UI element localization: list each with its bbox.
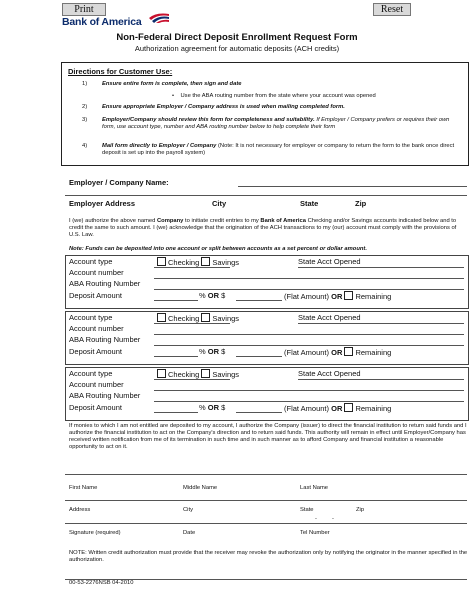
item-number: 4) [82,143,88,149]
checking-checkbox[interactable] [157,257,166,266]
employer-zip-label: Zip [355,199,367,208]
customer-info-table [65,474,467,580]
state-opened-field[interactable] [298,323,464,324]
account-number-label: Account number [69,324,124,333]
direction-item-1-bullet [172,93,376,100]
employer-city-label: City [212,199,227,208]
account-number-field[interactable] [154,278,464,279]
middle-name-label: Middle Name [183,485,218,491]
flag-logo-icon [148,12,170,23]
aba-routing-field[interactable] [154,401,464,402]
employer-name-field[interactable] [238,186,467,187]
remaining-checkbox[interactable] [344,347,353,356]
directions-box [61,62,469,166]
direction-item-1: Ensure entire form is complete, then sign and date [102,81,242,87]
item-number: 2) [82,104,88,110]
aba-routing-label: ABA Routing Number [69,391,141,400]
deposit-amount-label: Deposit Amount [69,291,122,300]
account-type-field[interactable] [154,379,230,380]
date-label: Date [183,530,196,536]
tel-dash-2: - [332,516,334,522]
deposit-amount-label: Deposit Amount [69,347,122,356]
direction-item-3-bold: Employer/Company should review this form for completeness and suitability. [102,117,315,123]
flat-amount-label: (Flat Amount) OR Remaining [284,292,392,301]
dollar-field[interactable] [236,412,282,413]
employer-address-field[interactable] [65,195,467,196]
authorization-text: I (we) authorize the above named Company to initiate credit entries to my Bank of America Checking and/or Savings accounts indicated below and to credit the same to such amount. I (we) acknowledge that the origination of the ACH transactions to my (our) account must comply with the provisions of U.S. Law. [69,218,457,238]
percent-or-dollar: % OR $ [199,291,226,300]
address-row-field[interactable] [65,523,467,524]
checking-checkbox[interactable] [157,313,166,322]
bullet-text: Use the ABA routing number from the state where your account was opened [180,93,376,99]
flat-amount-label: (Flat Amount) OR Remaining [284,404,392,413]
account-type-options: Checking Savings [157,257,239,267]
city-label: City [183,507,193,513]
tel-number-label: Tel Number [300,530,330,536]
percent-field[interactable] [154,412,198,413]
percent-field[interactable] [154,300,198,301]
item-number: 1) [82,81,88,87]
account-number-field[interactable] [154,334,464,335]
checking-checkbox[interactable] [157,369,166,378]
account-type-field[interactable] [154,323,230,324]
account-number-label: Account number [69,380,124,389]
zip-label: Zip [356,507,365,513]
employer-state-label: State [300,199,319,208]
funds-note: Note: Funds can be deposited into one account or split between accounts as a set percent or dollar amount. [69,246,367,252]
account-number-field[interactable] [154,390,464,391]
directions-heading: Directions for Customer Use: [68,67,173,76]
account-type-options: Checking Savings [157,313,239,323]
savings-checkbox[interactable] [201,369,210,378]
state-opened-label: State Acct Opened [298,369,361,378]
tel-dash-1: - [315,516,317,522]
direction-item-2: Ensure appropriate Employer / Company address is used when mailing completed form. [102,104,345,110]
account-block-2 [65,311,469,365]
aba-routing-label: ABA Routing Number [69,335,141,344]
dollar-field[interactable] [236,356,282,357]
flat-amount-label: (Flat Amount) OR Remaining [284,348,392,357]
last-name-label: Last Name [300,485,329,491]
account-type-label: Account type [69,257,113,266]
account-type-label: Account type [69,369,113,378]
remaining-checkbox[interactable] [344,403,353,412]
account-type-field[interactable] [154,267,230,268]
direction-item-4-bold: Mail form directly to Employer / Company [102,143,217,149]
dollar-field[interactable] [236,300,282,301]
state-opened-label: State Acct Opened [298,313,361,322]
first-name-label: First Name [69,485,98,491]
page-subtitle: Authorization agreement for automatic deposits (ACH credits) [134,44,340,53]
item-number: 3) [82,117,88,123]
aba-routing-field[interactable] [154,345,464,346]
page-title: Non-Federal Direct Deposit Enrollment Request Form [116,32,358,43]
deposit-amount-label: Deposit Amount [69,403,122,412]
name-row-field[interactable] [65,500,467,501]
bullet-icon: • [172,93,175,99]
employer-name-label: Employer / Company Name: [69,178,169,187]
footer-note: NOTE: Written credit authorization must provide that the receiver may revoke the authorization only by notifying the originator in the manner specified in the authorization. [69,550,468,563]
percent-or-dollar: % OR $ [199,403,226,412]
form-code: 00-53-2276NSB 04-2010 [69,580,134,586]
employer-address-label: Employer Address [69,199,135,208]
remaining-checkbox[interactable] [344,291,353,300]
account-type-options: Checking Savings [157,369,239,379]
account-number-label: Account number [69,268,124,277]
state-label: State [300,507,314,513]
direction-item-4-rest: (Note: It is not necessary for employer or company to return the form to the bank once direct deposit is set up into the payroll system) [102,143,455,156]
bank-logo [62,12,170,28]
address-label: Address [69,507,91,513]
account-block-3 [65,367,469,421]
percent-field[interactable] [154,356,198,357]
aba-routing-field[interactable] [154,289,464,290]
percent-or-dollar: % OR $ [199,347,226,356]
aba-routing-label: ABA Routing Number [69,279,141,288]
account-block-1 [65,255,469,309]
direction-item-3 [102,117,462,131]
signature-label: Signature (required) [69,530,121,536]
refund-authority-text: If monies to which I am not entitled are deposited to my account, I authorize the Company (issuer) to direct the financial institution to return said funds and I authorize the financial institution to act on the Company's direction and to return said funds. This authority will remain in effect until Employer/Company has received written notification from me of its termination in such time and in such manner as to afford Company and financial institution a reasonable opportunity to act on it. [69,423,467,450]
print-button[interactable]: Print [62,3,106,16]
state-opened-label: State Acct Opened [298,257,361,266]
state-opened-field[interactable] [298,267,464,268]
direction-item-3-rest: If Employer / Company prefers or requires their own form, use account type, number and ABA routing number below to help complete their form [102,117,450,130]
savings-checkbox[interactable] [201,257,210,266]
savings-checkbox[interactable] [201,313,210,322]
direction-item-4 [102,143,464,157]
account-type-label: Account type [69,313,113,322]
state-opened-field[interactable] [298,379,464,380]
logo-text: Bank of America [62,16,142,28]
reset-button[interactable]: Reset [373,3,411,16]
